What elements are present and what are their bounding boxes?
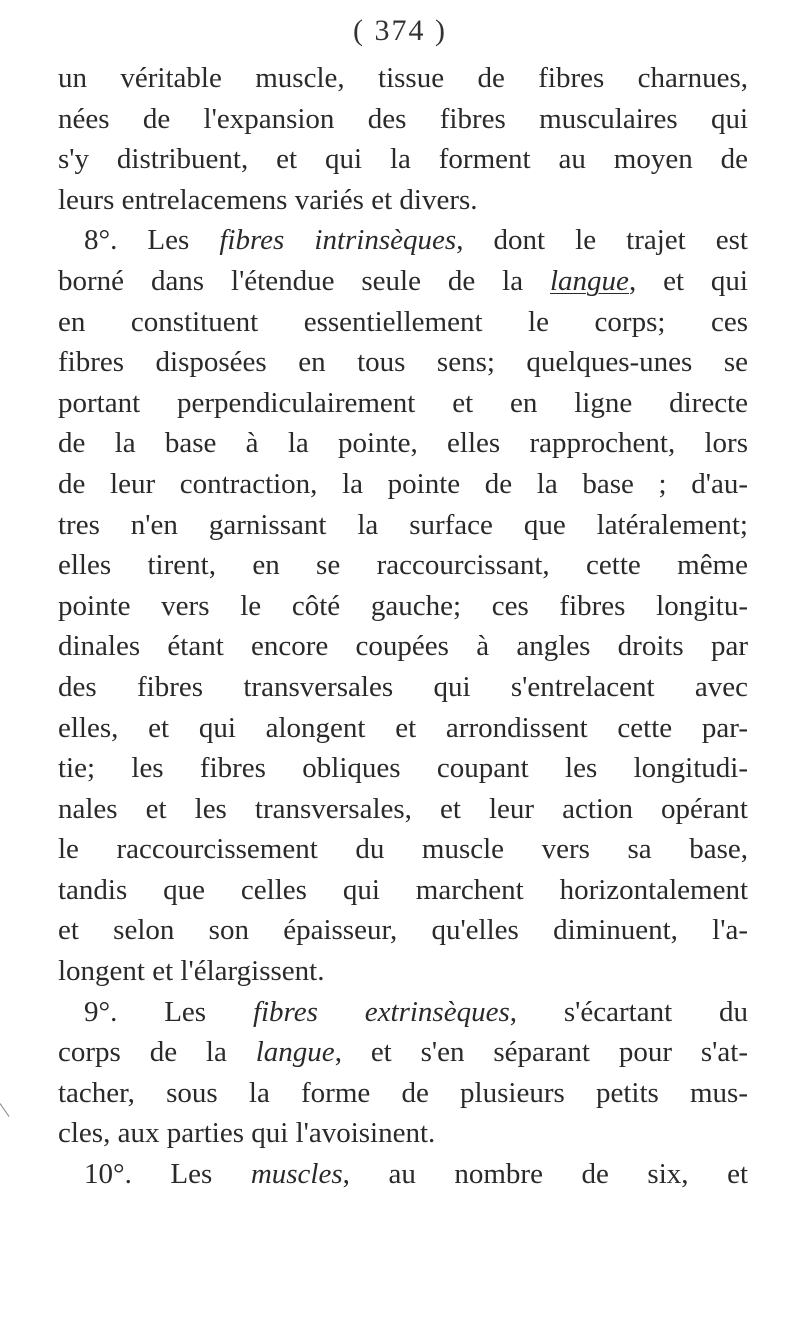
text-line: de leur contraction, la pointe de la base ; d'au- bbox=[58, 467, 748, 500]
text-line: tres n'en garnissant la surface que latéralement; bbox=[58, 508, 748, 541]
text-line: elles tirent, en se raccourcissant, cette même bbox=[58, 549, 748, 582]
italic-term: fibres intrinsèques bbox=[219, 224, 457, 257]
text-line: pointe vers le côté gauche; ces fibres longitu- bbox=[58, 589, 748, 622]
text-line: longent et l'élargissent. bbox=[58, 955, 325, 988]
text-line: elles, et qui alongent et arrondissent cette par- bbox=[58, 711, 748, 744]
paragraph-10-start: 10°. Les muscles, au nombre de six, et bbox=[84, 1158, 748, 1191]
text-line: nales et les transversales, et leur action opérant bbox=[58, 792, 748, 825]
text-line: un véritable muscle, tissue de fibres charnues, bbox=[58, 62, 748, 94]
paragraph-9-start: 9°. Les fibres extrinsèques, s'écartant du bbox=[84, 995, 748, 1028]
text-line: tacher, sous la forme de plusieurs petits mus- bbox=[58, 1076, 748, 1109]
text-line: tie; les fibres obliques coupant les longitudi- bbox=[58, 752, 748, 785]
italic-term: muscles bbox=[250, 1158, 343, 1191]
italic-term: langue bbox=[255, 1036, 335, 1069]
text-line: des fibres transversales qui s'entrelacent avec bbox=[58, 670, 748, 703]
text-line: leurs entrelacemens variés et divers. bbox=[58, 183, 478, 216]
paragraph-8-start: 8°. Les fibres intrinsèques, dont le trajet est bbox=[84, 224, 748, 257]
text-line: s'y distribuent, et qui la forment au moyen de bbox=[58, 143, 748, 176]
stray-ink-mark bbox=[0, 1103, 9, 1117]
text-line: dinales étant encore coupées à angles droits par bbox=[58, 630, 748, 663]
text-line: le raccourcissement du muscle vers sa base, bbox=[58, 833, 748, 866]
text-line: fibres disposées en tous sens; quelques-unes se bbox=[58, 346, 748, 379]
text-line: borné dans l'étendue seule de la langue, et qui bbox=[58, 264, 748, 297]
text-line: en constituent essentiellement le corps; ces bbox=[58, 305, 748, 338]
page-number: ( 374 ) bbox=[353, 14, 447, 47]
text-line: tandis que celles qui marchent horizontalement bbox=[58, 873, 748, 906]
text-line: cles, aux parties qui l'avoisinent. bbox=[58, 1117, 436, 1150]
text-line: portant perpendiculairement et en ligne directe bbox=[58, 386, 748, 419]
body-text bbox=[58, 58, 748, 1195]
text-line: corps de la langue, et s'en séparant pour s'at- bbox=[58, 1036, 748, 1069]
italic-term: fibres extrinsèques bbox=[252, 995, 510, 1028]
italic-term: langue bbox=[550, 264, 629, 297]
text-line: de la base à la pointe, elles rapprochent, lors bbox=[58, 427, 748, 460]
text-line: et selon son épaisseur, qu'elles diminuent, l'a- bbox=[58, 914, 748, 947]
text-line: nées de l'expansion des fibres musculaires qui bbox=[58, 102, 748, 135]
